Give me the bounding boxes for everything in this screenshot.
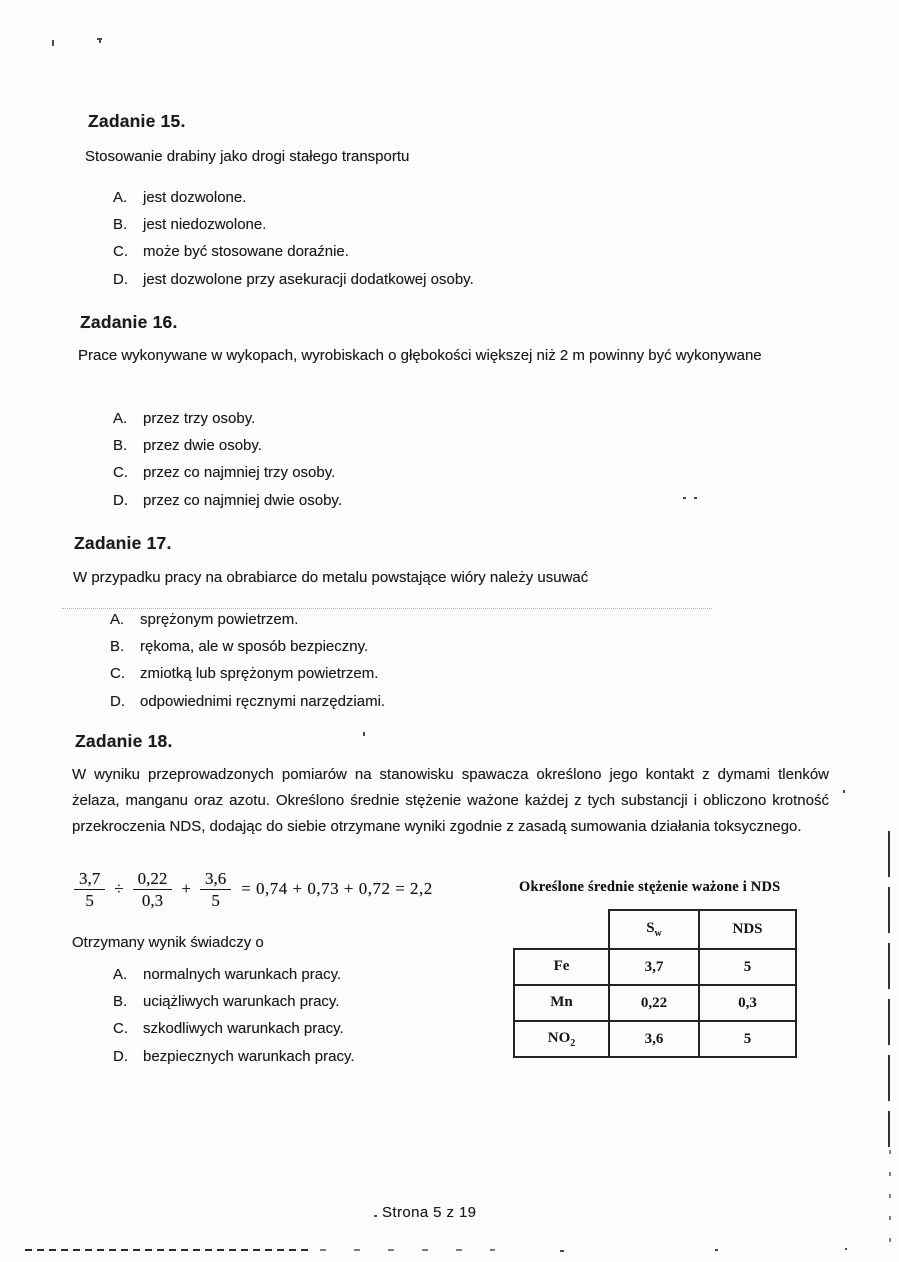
row-label: $NO_2$: [514, 1021, 609, 1057]
option-letter: D.: [113, 270, 128, 288]
task-16-option-c: [113, 459, 753, 486]
scan-speck: [715, 1249, 718, 1251]
task-16-option-b: [113, 432, 753, 459]
task-15-option-a: [113, 184, 753, 211]
option-letter: D.: [110, 692, 125, 710]
scan-speck: [694, 497, 697, 499]
fraction-2: [133, 869, 173, 910]
option-text: rękoma, ale w sposób bezpieczny.: [140, 638, 369, 656]
option-letter: A.: [110, 611, 125, 628]
fraction-numerator: 3,6: [200, 869, 231, 890]
table-title: Określone średnie stężenie ważone i NDS: [519, 879, 781, 895]
task-16-option-a: [113, 405, 753, 432]
option-text: jest dozwolone.: [143, 189, 247, 206]
option-text: bezpiecznych warunkach pracy.: [143, 1047, 355, 1065]
scan-speck: [52, 40, 54, 46]
table-row: [514, 985, 796, 1021]
option-text: szkodliwych warunkach pracy.: [143, 1020, 344, 1038]
scan-speck: [374, 1215, 377, 1217]
option-letter: B.: [110, 638, 125, 656]
task-18-option-a: [113, 961, 493, 988]
option-letter: C.: [113, 464, 128, 482]
table-row: [514, 949, 796, 985]
row-nds-value: 5: [699, 949, 796, 985]
task-15-option-b: [113, 211, 753, 238]
option-letter: C.: [110, 665, 125, 683]
task-16-intro: Prace wykonywane w wykopach, wyrobiskach o głębokości większej niż 2 m powinny być wykonywane: [78, 347, 762, 364]
fraction-numerator: 0,22: [133, 869, 173, 890]
scan-speck: [363, 732, 365, 736]
option-letter: B.: [113, 216, 128, 234]
row-nds-value: 5: [699, 1021, 796, 1057]
operator-plus: +: [181, 879, 191, 898]
option-text: jest niedozwolone.: [143, 216, 267, 234]
formula-result: = 0,74 + 0,73 + 0,72 = 2,2: [241, 879, 433, 898]
option-letter: C.: [113, 243, 128, 261]
task-18-heading: Zadanie 18.: [75, 731, 173, 751]
task-18-option-c: [113, 1015, 493, 1042]
task-15-options: [113, 184, 753, 293]
scan-speck: [683, 497, 686, 499]
row-label: Fe: [514, 949, 609, 985]
right-margin-dots: [889, 1150, 891, 1250]
fraction-denominator: 5: [211, 890, 220, 910]
task-15-heading: Zadanie 15.: [88, 111, 186, 131]
row-sw-value: 0,22: [609, 985, 699, 1021]
option-text: normalnych warunkach pracy.: [143, 966, 342, 983]
table-corner-cell: [514, 910, 609, 949]
option-text: przez dwie osoby.: [143, 437, 262, 455]
option-letter: B.: [113, 993, 128, 1011]
formula: [72, 866, 433, 912]
bottom-dashed-line: [25, 1249, 312, 1251]
scan-speck: [560, 1250, 564, 1252]
task-15-option-c: [113, 238, 753, 265]
task-18-option-b: [113, 988, 493, 1015]
bottom-dotted-line: [320, 1249, 495, 1251]
table-header-row: [514, 910, 796, 949]
task-17-heading: Zadanie 17.: [74, 533, 172, 553]
task-17-option-c: [110, 660, 750, 687]
option-text: przez co najmniej dwie osoby.: [143, 491, 342, 509]
scan-speck: [843, 790, 845, 793]
fraction-denominator: 5: [85, 890, 94, 910]
right-margin-dashed-line: [888, 831, 890, 1147]
row-label: Mn: [514, 985, 609, 1021]
option-text: przez trzy osoby.: [143, 410, 256, 427]
task-17-option-a: [110, 606, 750, 633]
scan-speck: [99, 40, 101, 43]
task-17-intro: W przypadku pracy na obrabiarce do metalu powstające wióry należy usuwać: [73, 569, 589, 586]
scan-dot-line: [62, 608, 712, 609]
task-16-option-d: [113, 487, 753, 514]
task-15-intro: Stosowanie drabiny jako drogi stałego transportu: [85, 148, 410, 165]
task-15-option-d: [113, 266, 753, 293]
option-text: odpowiednimi ręcznymi narzędziami.: [140, 692, 386, 710]
task-18-option-d: [113, 1043, 493, 1070]
option-letter: A.: [113, 189, 128, 206]
option-text: przez co najmniej trzy osoby.: [143, 464, 336, 482]
task-16-options: [113, 405, 753, 514]
option-letter: A.: [113, 966, 128, 983]
fraction-denominator: 0,3: [141, 890, 164, 910]
option-letter: A.: [113, 410, 128, 427]
row-sw-value: 3,6: [609, 1021, 699, 1057]
task-17-option-b: [110, 633, 750, 660]
table-row: [514, 1021, 796, 1057]
option-letter: D.: [113, 491, 128, 509]
task-18-question: Otrzymany wynik świadczy o: [72, 934, 264, 951]
task-16-heading: Zadanie 16.: [80, 312, 178, 332]
task-17-option-d: [110, 688, 750, 715]
option-text: sprężonym powietrzem.: [140, 611, 299, 628]
fraction-1: [74, 869, 105, 910]
fraction-numerator: 3,7: [74, 869, 105, 890]
task-18-options: [113, 961, 493, 1070]
option-letter: B.: [113, 437, 128, 455]
option-text: jest dozwolone przy asekuracji dodatkowej osoby.: [143, 270, 474, 288]
operator-divide: ÷: [114, 879, 124, 898]
option-letter: C.: [113, 1020, 128, 1038]
task-18-intro: W wyniku przeprowadzonych pomiarów na stanowisku spawacza określono jego kontakt z dymami tlenków żelaza, manganu oraz azotu. Określono średnie stężenie ważone każdej z tych substancji i obliczono krotność przekroczenia NDS, dodając do siebie otrzymane wyniki zgodnie z zasadą sumowania działania toksycznego.: [72, 766, 829, 835]
scan-speck: [845, 1248, 847, 1250]
option-text: może być stosowane doraźnie.: [143, 243, 349, 261]
fraction-3: [200, 869, 231, 910]
table-header-sw: $S_w$: [609, 910, 699, 949]
table-header-nds: NDS: [699, 910, 796, 949]
nds-table: [513, 909, 797, 1058]
page-number: Strona 5 z 19: [382, 1204, 477, 1221]
option-text: uciążliwych warunkach pracy.: [143, 993, 340, 1011]
option-letter: D.: [113, 1047, 128, 1065]
task-17-options: [110, 606, 750, 715]
row-sw-value: 3,7: [609, 949, 699, 985]
option-text: zmiotką lub sprężonym powietrzem.: [140, 665, 379, 683]
row-nds-value: 0,3: [699, 985, 796, 1021]
